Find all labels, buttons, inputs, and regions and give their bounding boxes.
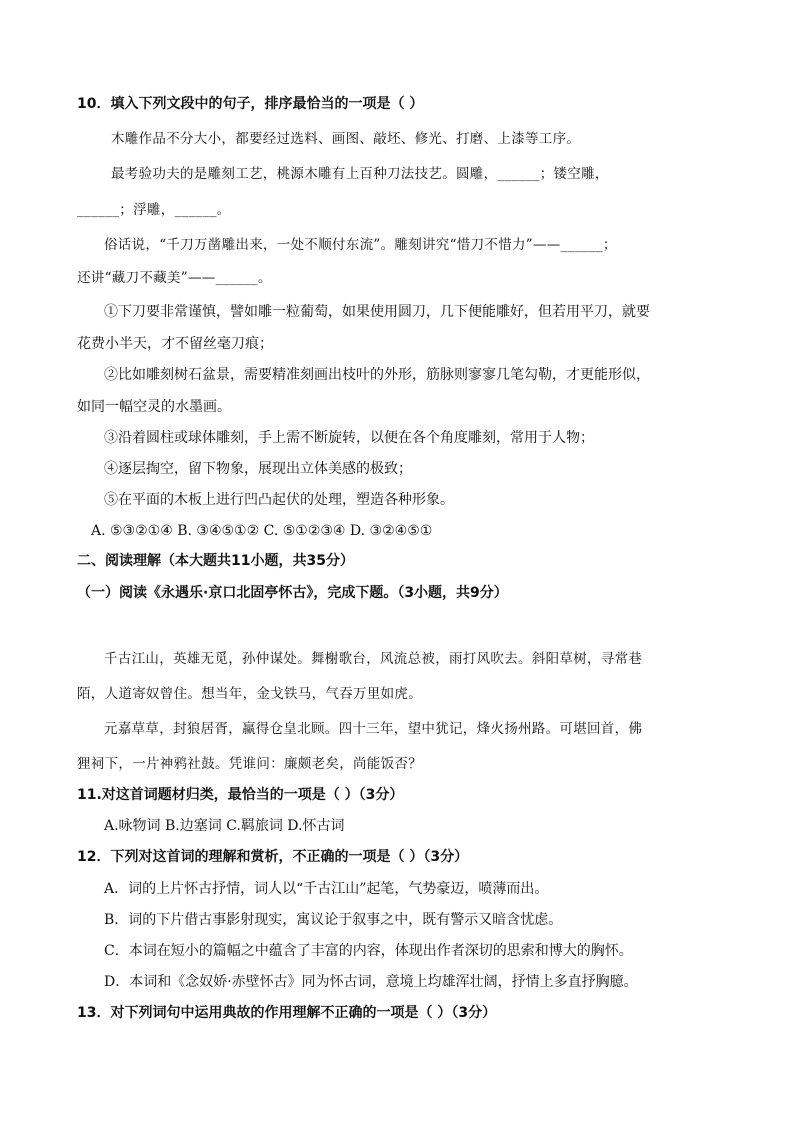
paragraph-2-line-2: ______；浮雕，______。 [77, 202, 231, 218]
sentence-3: ③沿着圆柱或球体雕刻，手上需不断旋转，以便在各个角度雕刻，常用于人物； [104, 430, 594, 446]
sentence-1-line-1: ①下刀要非常谨慎，譬如雕一粒葡萄，如果使用圆刀，几下便能雕好，但若用平刀，就要 [104, 304, 650, 320]
sentence-1-line-2: 花费小半天，才不留丝毫刀痕； [77, 336, 273, 352]
sentence-5: ⑤在平面的木板上进行凹凸起伏的处理，塑造各种形象。 [104, 492, 454, 508]
paragraph-3-line-1: 俗话说，“千刀万凿雕出来，一处不顺付东流”。雕刻讲究“惜刀不惜力”——______； [104, 237, 617, 253]
question-12-option-b: B．词的下片借古事影射现实，寓议论于叙事之中，既有警示又暗含忧虑。 [104, 912, 563, 928]
poem-line-2: 陌，人道寄奴曾住。想当年，金戈铁马，气吞万里如虎。 [77, 686, 422, 702]
question-12-option-c: C．本词在短小的篇幅之中蕴含了丰富的内容，体现出作者深切的思索和博大的胸怀。 [104, 943, 633, 959]
sentence-2-line-2: 如同一幅空灵的水墨画。 [77, 399, 231, 415]
question-10-options: A. ⑤③②①④ B. ③④⑤①② C. ⑤①②③④ D. ③②④⑤① [91, 523, 433, 539]
section-2-title: 二、阅读理解（本大题共11小题，共35分） [77, 553, 354, 569]
question-13-title: 13．对下列词句中运用典故的作用理解不正确的一项是（ ）（3分） [77, 1005, 497, 1021]
paragraph-2-line-1: 最考验功夫的是雕刻工艺，桃源木雕有上百种刀法技艺。圆雕，______；镂空雕， [111, 166, 609, 182]
paragraph-1: 木雕作品不分大小，都要经过选料、画图、敲坯、修光、打磨、上漆等工序。 [111, 131, 581, 147]
question-12-option-a: A．词的上片怀古抒情，词人以“千古江山”起笔，气势豪迈，喷薄而出。 [104, 881, 549, 897]
sentence-2-line-1: ②比如雕刻树石盆景，需要精准刻画出枝叶的外形，筋脉则寥寥几笔勾勒，才更能形似， [104, 367, 650, 383]
question-10-title: 10．填入下列文段中的句子，排序最恰当的一项是（ ） [77, 96, 424, 112]
question-11-options: A.咏物词 B.边塞词 C.羁旅词 D.怀古词 [104, 818, 345, 834]
sentence-4: ④逐层掏空，留下物象，展现出立体美感的极致； [104, 461, 412, 477]
question-12-option-d: D．本词和《念奴娇·赤壁怀古》同为怀古词，意境上均雄浑壮阔，抒情上多直抒胸臆。 [104, 974, 638, 990]
question-12-title: 12．下列对这首词的理解和赏析，不正确的一项是（ ）（3分） [77, 849, 469, 865]
poem-line-4: 狸祠下，一片神鸦社鼓。凭谁问：廉颇老矣，尚能饭否？ [77, 756, 422, 772]
paragraph-3-line-2: 还讲“藏刀不藏美”——______。 [77, 270, 272, 286]
question-11-title: 11.对这首词题材归类，最恰当的一项是（ ）（3分） [77, 787, 404, 803]
poem-line-3: 元嘉草草，封狼居胥，赢得仓皇北顾。四十三年，望中犹记，烽火扬州路。可堪回首，佛 [104, 721, 643, 737]
section-2-sub-1: （一）阅读《永遇乐·京口北固亭怀古》，完成下题。（3小题，共9分） [77, 585, 508, 601]
poem-line-1: 千古江山，英雄无觅，孙仲谋处。舞榭歌台，风流总被，雨打风吹去。斜阳草树，寻常巷 [104, 651, 643, 667]
